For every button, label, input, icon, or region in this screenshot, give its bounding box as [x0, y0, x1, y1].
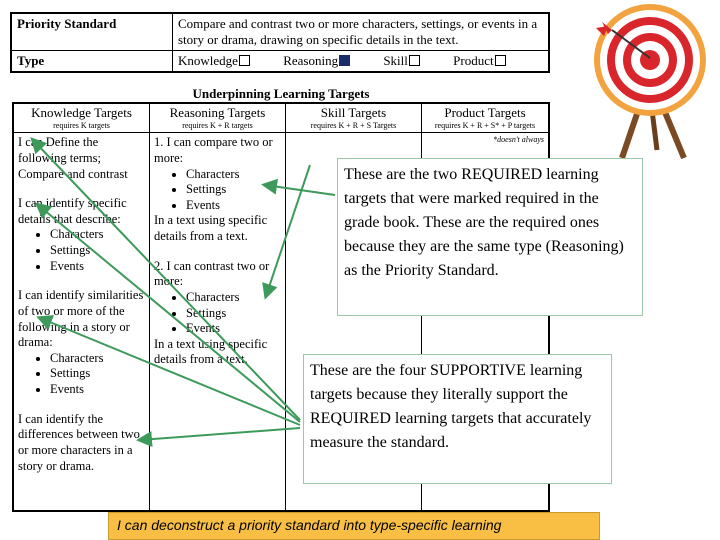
- underpinning-title: Underpinning Learning Targets: [192, 86, 370, 101]
- reasoning-targets-cell: [150, 133, 286, 511]
- list-item: • Settings: [186, 306, 281, 322]
- list-item: • Characters: [50, 227, 145, 243]
- column-header-skill: Skill Targets requires K + R + S Targets: [286, 103, 422, 133]
- archery-target-icon: [562, 0, 720, 160]
- priority-standard-table: [10, 12, 550, 73]
- supportive-callout: These are the four SUPPORTIVE learning targets because they literally support the REQUIRED learning targets that accurately measure the standard.: [303, 354, 612, 484]
- required-callout: These are the two REQUIRED learning targets that were marked required in the grade book. These are the required ones because they are the same type (Reasoning) as the Priority Standard.: [337, 158, 643, 316]
- knowledge-target-2: I can identify specific details that describe:: [18, 196, 127, 226]
- column-header-reasoning: Reasoning Targets requires K + R targets: [150, 103, 286, 133]
- knowledge-target-4: I can identify the differences between two or more characters in a story or drama.: [18, 411, 140, 473]
- reasoning-target-2: 2. I can contrast two or more:: [154, 258, 270, 289]
- type-option-knowledge: Knowledge: [178, 53, 250, 68]
- knowledge-targets-cell: [13, 133, 150, 511]
- list-item: • Settings: [50, 366, 145, 382]
- type-options: [173, 51, 550, 73]
- product-checkbox[interactable]: [495, 55, 506, 66]
- list-item: • Characters: [186, 167, 281, 183]
- list-item: • Events: [186, 198, 281, 214]
- reasoning-checkbox[interactable]: [339, 55, 350, 66]
- reasoning-target-1-tail: In a text using specific details from a text.: [154, 213, 268, 243]
- list-item: • Characters: [50, 351, 145, 367]
- product-note: *doesn't always: [493, 135, 544, 145]
- type-option-skill: Skill: [383, 53, 420, 68]
- skill-checkbox[interactable]: [409, 55, 420, 66]
- type-label: Type: [11, 51, 173, 73]
- list-item: • Characters: [186, 290, 281, 306]
- list-item: • Events: [186, 321, 281, 337]
- list-item: • Events: [50, 382, 145, 398]
- list-item: • Settings: [186, 182, 281, 198]
- knowledge-checkbox[interactable]: [239, 55, 250, 66]
- priority-standard-text: Compare and contrast two or more characters, settings, or events in a story or drama, drawing on specific details in the text.: [173, 13, 550, 51]
- list-item: • Settings: [50, 243, 145, 259]
- priority-standard-label: Priority Standard: [11, 13, 173, 51]
- reasoning-target-1: 1. I can compare two or more:: [154, 135, 273, 165]
- column-header-knowledge: Knowledge Targets requires K targets: [13, 103, 150, 133]
- learning-target-banner: I can deconstruct a priority standard into type-specific learning: [108, 512, 600, 540]
- list-item: • Events: [50, 259, 145, 275]
- knowledge-target-3: I can identify similarities of two or more of the following in a story or drama:: [18, 288, 144, 350]
- type-option-product: Product: [453, 53, 505, 68]
- knowledge-target-1: I can Define the following terms; Compare and contrast: [18, 135, 128, 181]
- column-header-product: Product Targets requires K + R + S* + P targets: [422, 103, 550, 133]
- reasoning-target-2-tail: In a text using specific details from a text.: [154, 336, 268, 367]
- type-option-reasoning: Reasoning: [283, 53, 350, 68]
